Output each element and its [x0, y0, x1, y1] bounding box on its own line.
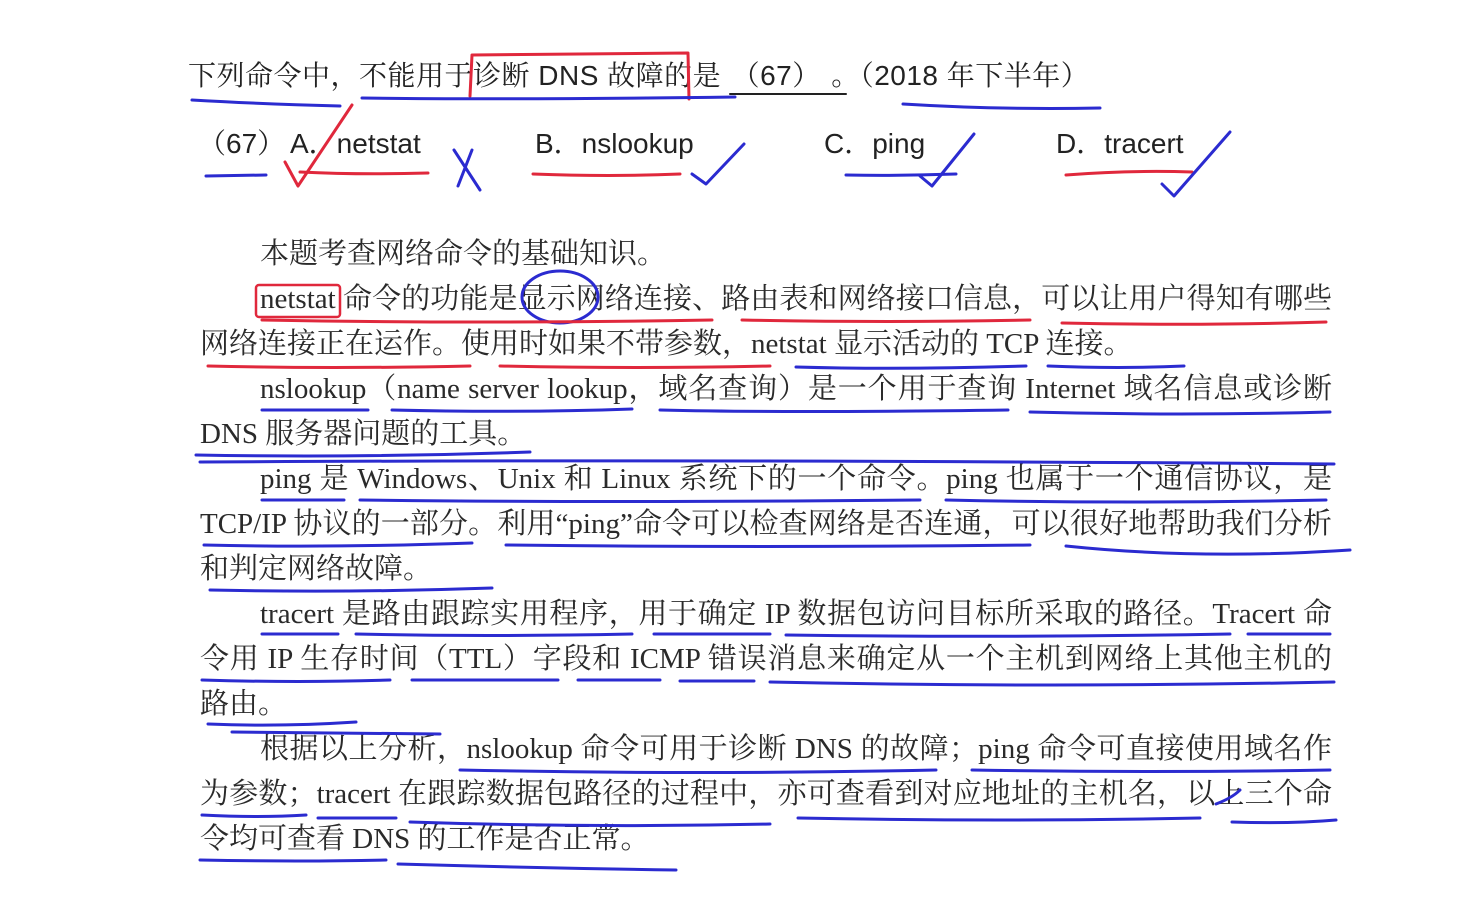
cross-mark-option-a[interactable]	[454, 150, 480, 190]
explanation-paragraph-tracert: tracert 是路由跟踪实用程序，用于确定 IP 数据包访问目标所采取的路径。Tracert 命令用 IP 生存时间（TTL）字段和 ICMP 错误消息来确定从一个主机到网络上其他主机的路由。	[200, 598, 1332, 720]
question-underline-2	[362, 97, 735, 99]
underline-option-c	[846, 174, 956, 175]
underline-option-d	[1066, 171, 1192, 175]
explanation-paragraph-intro: 本题考查网络命令的基础知识。	[260, 238, 667, 270]
question-text: 下列命令中，不能用于诊断 DNS 故障的是	[188, 60, 722, 91]
question-source: 。（2018 年下半年）	[831, 60, 1090, 91]
option-d[interactable]: D．tracert	[1056, 128, 1184, 159]
check-mark-option-b[interactable]	[692, 144, 744, 184]
underline-option-a	[300, 172, 428, 174]
explanation-paragraph-ping: ping 是 Windows、Unix 和 Linux 系统下的一个命令。ping 也属于一个通信协议，是 TCP/IP 协议的一部分。利用“ping”命令可以检查网络是否连通，可以很好地帮助我们分析和判定网络故障。	[200, 463, 1332, 585]
explanation-paragraph-netstat: netstat 命令的功能是显示网络连接、路由表和网络接口信息，可以让用户得知有哪些网络连接正在运作。使用时如果不带参数，netstat 显示活动的 TCP 连接。	[200, 283, 1332, 360]
question-number: （67）	[198, 128, 286, 159]
underline-option-b	[533, 174, 680, 176]
explanation-paragraph-nslookup: nslookup（name server lookup，域名查询）是一个用于查询 Internet 域名信息或诊断 DNS 服务器问题的工具。	[200, 373, 1332, 450]
explanation-paragraph-conclusion: 根据以上分析，nslookup 命令可用于诊断 DNS 的故障；ping 命令可直接使用域名作为参数；tracert 在跟踪数据包路径的过程中，亦可查看到对应地址的主机名，以上三个命令均可查看 DNS 的工作是否正常。	[200, 733, 1332, 855]
option-b[interactable]: B．nslookup	[535, 128, 694, 159]
underline-option-number	[206, 175, 266, 176]
question-underline-3	[903, 104, 1100, 109]
question-underline-1	[192, 100, 340, 106]
answer-blank: （67）	[731, 60, 821, 91]
option-a[interactable]: A．netstat	[290, 128, 421, 159]
explanation	[200, 232, 1332, 862]
question-stem	[188, 56, 1089, 96]
option-c[interactable]: C．ping	[824, 128, 926, 159]
check-mark-option-c[interactable]	[920, 134, 974, 186]
